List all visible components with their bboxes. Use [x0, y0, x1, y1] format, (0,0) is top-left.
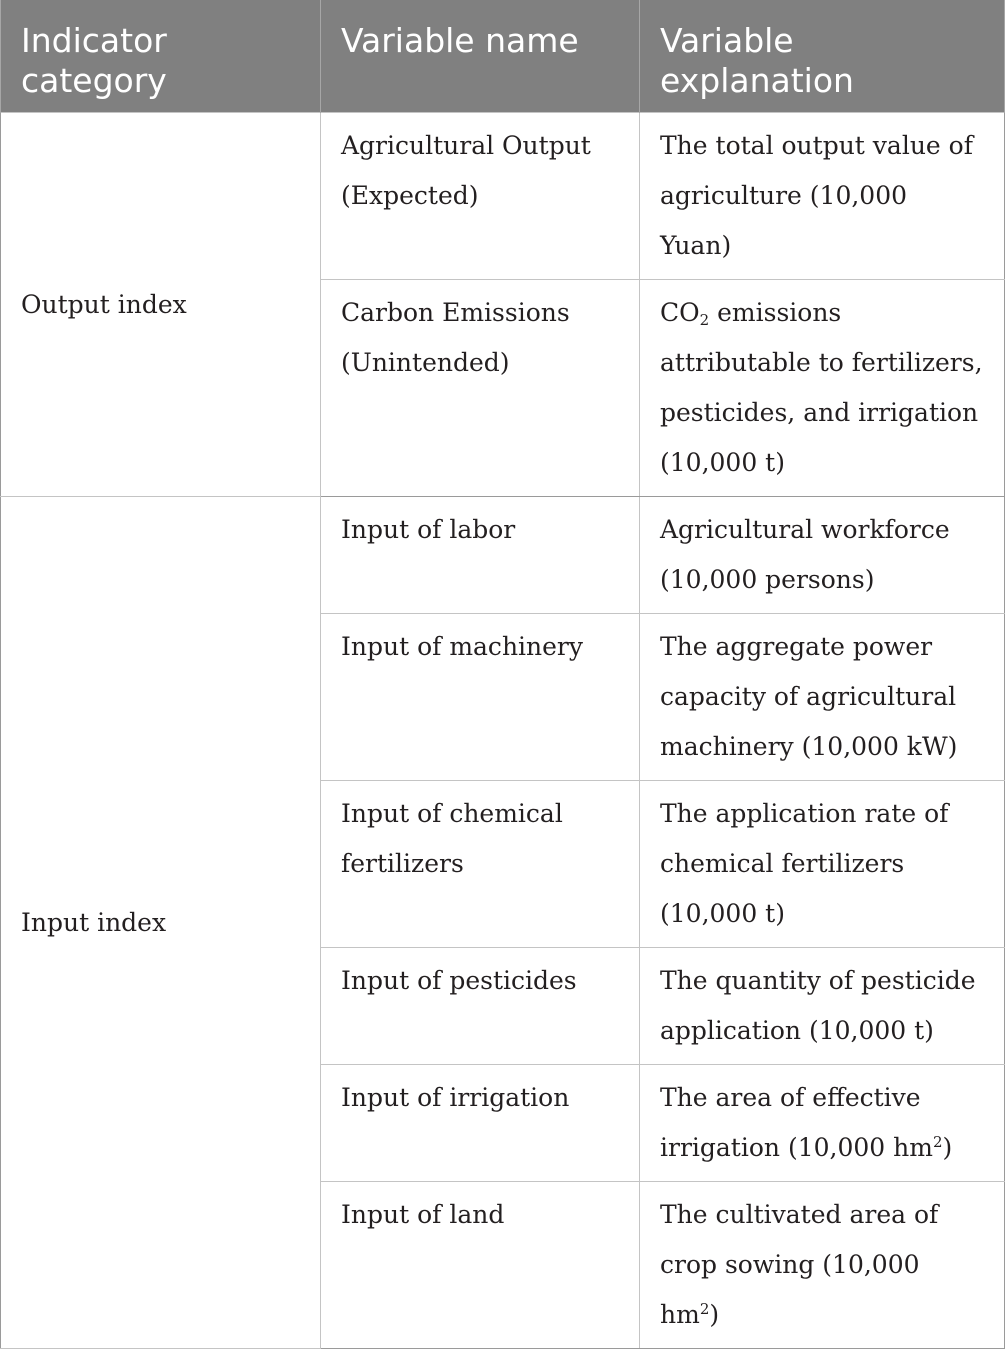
header-variable-name: Variable name	[321, 0, 640, 113]
variable-name-cell: Input of machinery	[321, 614, 640, 781]
explanation-text: The cultivated area of crop sowing (10,000 hm	[660, 1200, 939, 1329]
explanation-text: The area of effective irrigation (10,000 hm	[660, 1083, 933, 1162]
header-row	[1, 0, 1005, 113]
variable-name-cell: Input of pesticides	[321, 948, 640, 1065]
header-variable-explanation: Variable explanation	[640, 0, 1005, 113]
table-row	[1, 113, 1005, 280]
variable-explanation-cell	[640, 1182, 1005, 1349]
table-row	[1, 497, 1005, 614]
variable-explanation-cell: The total output value of agriculture (10,000 Yuan)	[640, 113, 1005, 280]
variable-name-cell: Input of irrigation	[321, 1065, 640, 1182]
variable-explanation-cell	[640, 280, 1005, 497]
variable-name-cell: Agricultural Output (Expected)	[321, 113, 640, 280]
variable-explanation-cell: The application rate of chemical fertilizers (10,000 t)	[640, 781, 1005, 948]
variable-name-cell: Input of chemical fertilizers	[321, 781, 640, 948]
explanation-text: CO	[660, 298, 700, 327]
variable-explanation-cell	[640, 1065, 1005, 1182]
variable-explanation-cell: The aggregate power capacity of agricultural machinery (10,000 kW)	[640, 614, 1005, 781]
explanation-text: emissions attributable to fertilizers, pesticides, and irrigation (10,000 t)	[660, 298, 983, 477]
variable-name-cell: Input of land	[321, 1182, 640, 1349]
header-indicator-category: Indicator category	[1, 0, 321, 113]
explanation-text: )	[942, 1133, 953, 1162]
superscript: 2	[932, 1133, 943, 1151]
superscript: 2	[699, 1300, 710, 1318]
variable-explanation-cell: Agricultural workforce (10,000 persons)	[640, 497, 1005, 614]
category-output-index: Output index	[1, 113, 321, 497]
explanation-text: )	[709, 1300, 720, 1329]
variable-name-cell: Input of labor	[321, 497, 640, 614]
category-input-index: Input index	[1, 497, 321, 1349]
variable-explanation-cell: The quantity of pesticide application (10,000 t)	[640, 948, 1005, 1065]
variable-name-cell: Carbon Emissions (Unintended)	[321, 280, 640, 497]
subscript: 2	[699, 311, 710, 329]
